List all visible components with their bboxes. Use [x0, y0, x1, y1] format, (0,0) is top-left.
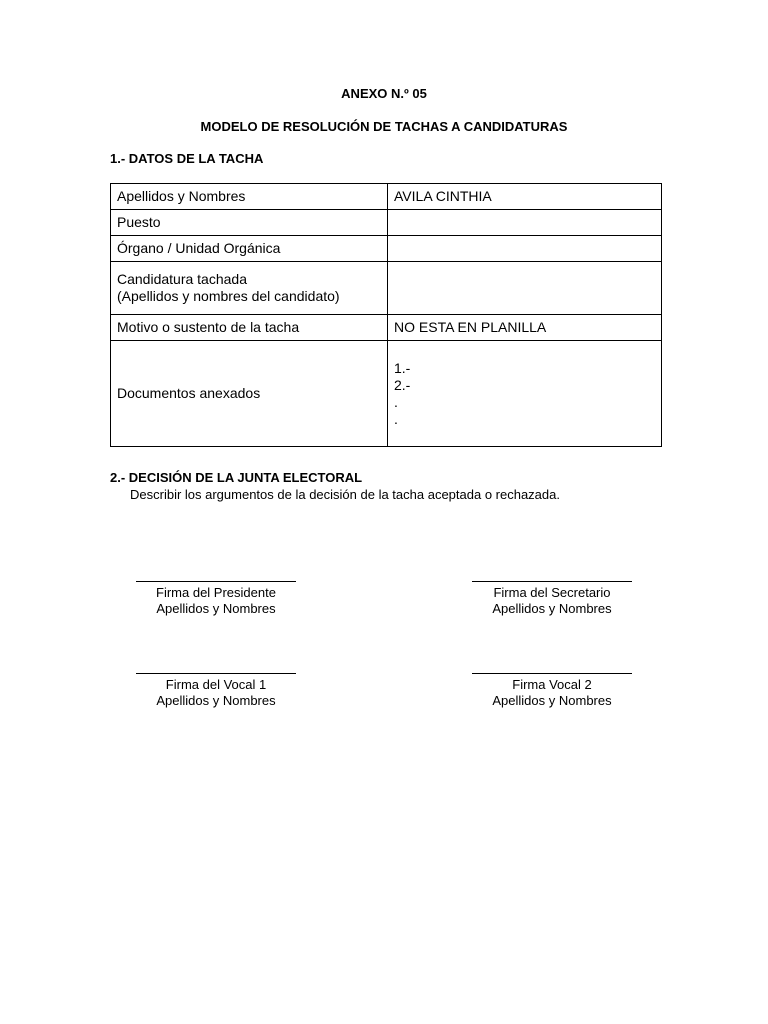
signature-role: Firma del Vocal 1	[165, 677, 267, 692]
row-label-names: Apellidos y Nombres	[111, 184, 388, 210]
row-label-reason: Motivo o sustento de la tacha	[111, 315, 388, 341]
document-item: 2.-	[394, 376, 411, 393]
row-value-names: AVILA CINTHIA	[388, 184, 662, 210]
row-value-position	[388, 210, 662, 236]
documents-list	[394, 360, 655, 428]
signature-line	[472, 581, 632, 582]
row-value-documents	[388, 341, 662, 447]
signature-line	[136, 581, 296, 582]
row-label-candidacy	[111, 262, 388, 315]
row-label-position: Puesto	[111, 210, 388, 236]
document-title: MODELO DE RESOLUCIÓN DE TACHAS A CANDIDATURAS	[200, 119, 568, 134]
signature-president	[136, 581, 296, 617]
signature-vocal-1	[136, 673, 296, 709]
table-row	[111, 315, 662, 341]
signature-name: Apellidos y Nombres	[492, 601, 612, 616]
signature-line	[136, 673, 296, 674]
signature-role: Firma del Secretario	[493, 585, 611, 600]
section-1-heading: 1.- DATOS DE LA TACHA	[110, 151, 264, 166]
table-row	[111, 236, 662, 262]
row-label-candidacy-line2: (Apellidos y nombres del candidato)	[117, 288, 340, 304]
section-2-heading: 2.- DECISIÓN DE LA JUNTA ELECTORAL	[110, 470, 363, 485]
table-row	[111, 262, 662, 315]
table-row	[111, 184, 662, 210]
signature-name: Apellidos y Nombres	[156, 693, 276, 708]
row-label-unit: Órgano / Unidad Orgánica	[111, 236, 388, 262]
row-value-reason: NO ESTA EN PLANILLA	[388, 315, 662, 341]
document-item: .	[394, 410, 398, 427]
signature-name: Apellidos y Nombres	[156, 601, 276, 616]
section-2-description: Describir los argumentos de la decisión de la tacha aceptada o rechazada.	[130, 487, 560, 502]
row-label-candidacy-line1: Candidatura tachada	[117, 271, 247, 287]
row-value-candidacy	[388, 262, 662, 315]
document-item: 1.-	[394, 359, 411, 376]
signature-name: Apellidos y Nombres	[492, 693, 612, 708]
signature-role: Firma del Presidente	[156, 585, 276, 600]
tacha-data-table	[110, 183, 662, 447]
annex-title: ANEXO N.º 05	[341, 86, 427, 101]
table-row	[111, 210, 662, 236]
signature-vocal-2	[472, 673, 632, 709]
row-label-documents: Documentos anexados	[111, 341, 388, 447]
row-value-unit	[388, 236, 662, 262]
document-item: .	[394, 393, 398, 410]
table-row	[111, 341, 662, 447]
signature-secretary	[472, 581, 632, 617]
signature-role: Firma Vocal 2	[512, 677, 592, 692]
signature-line	[472, 673, 632, 674]
